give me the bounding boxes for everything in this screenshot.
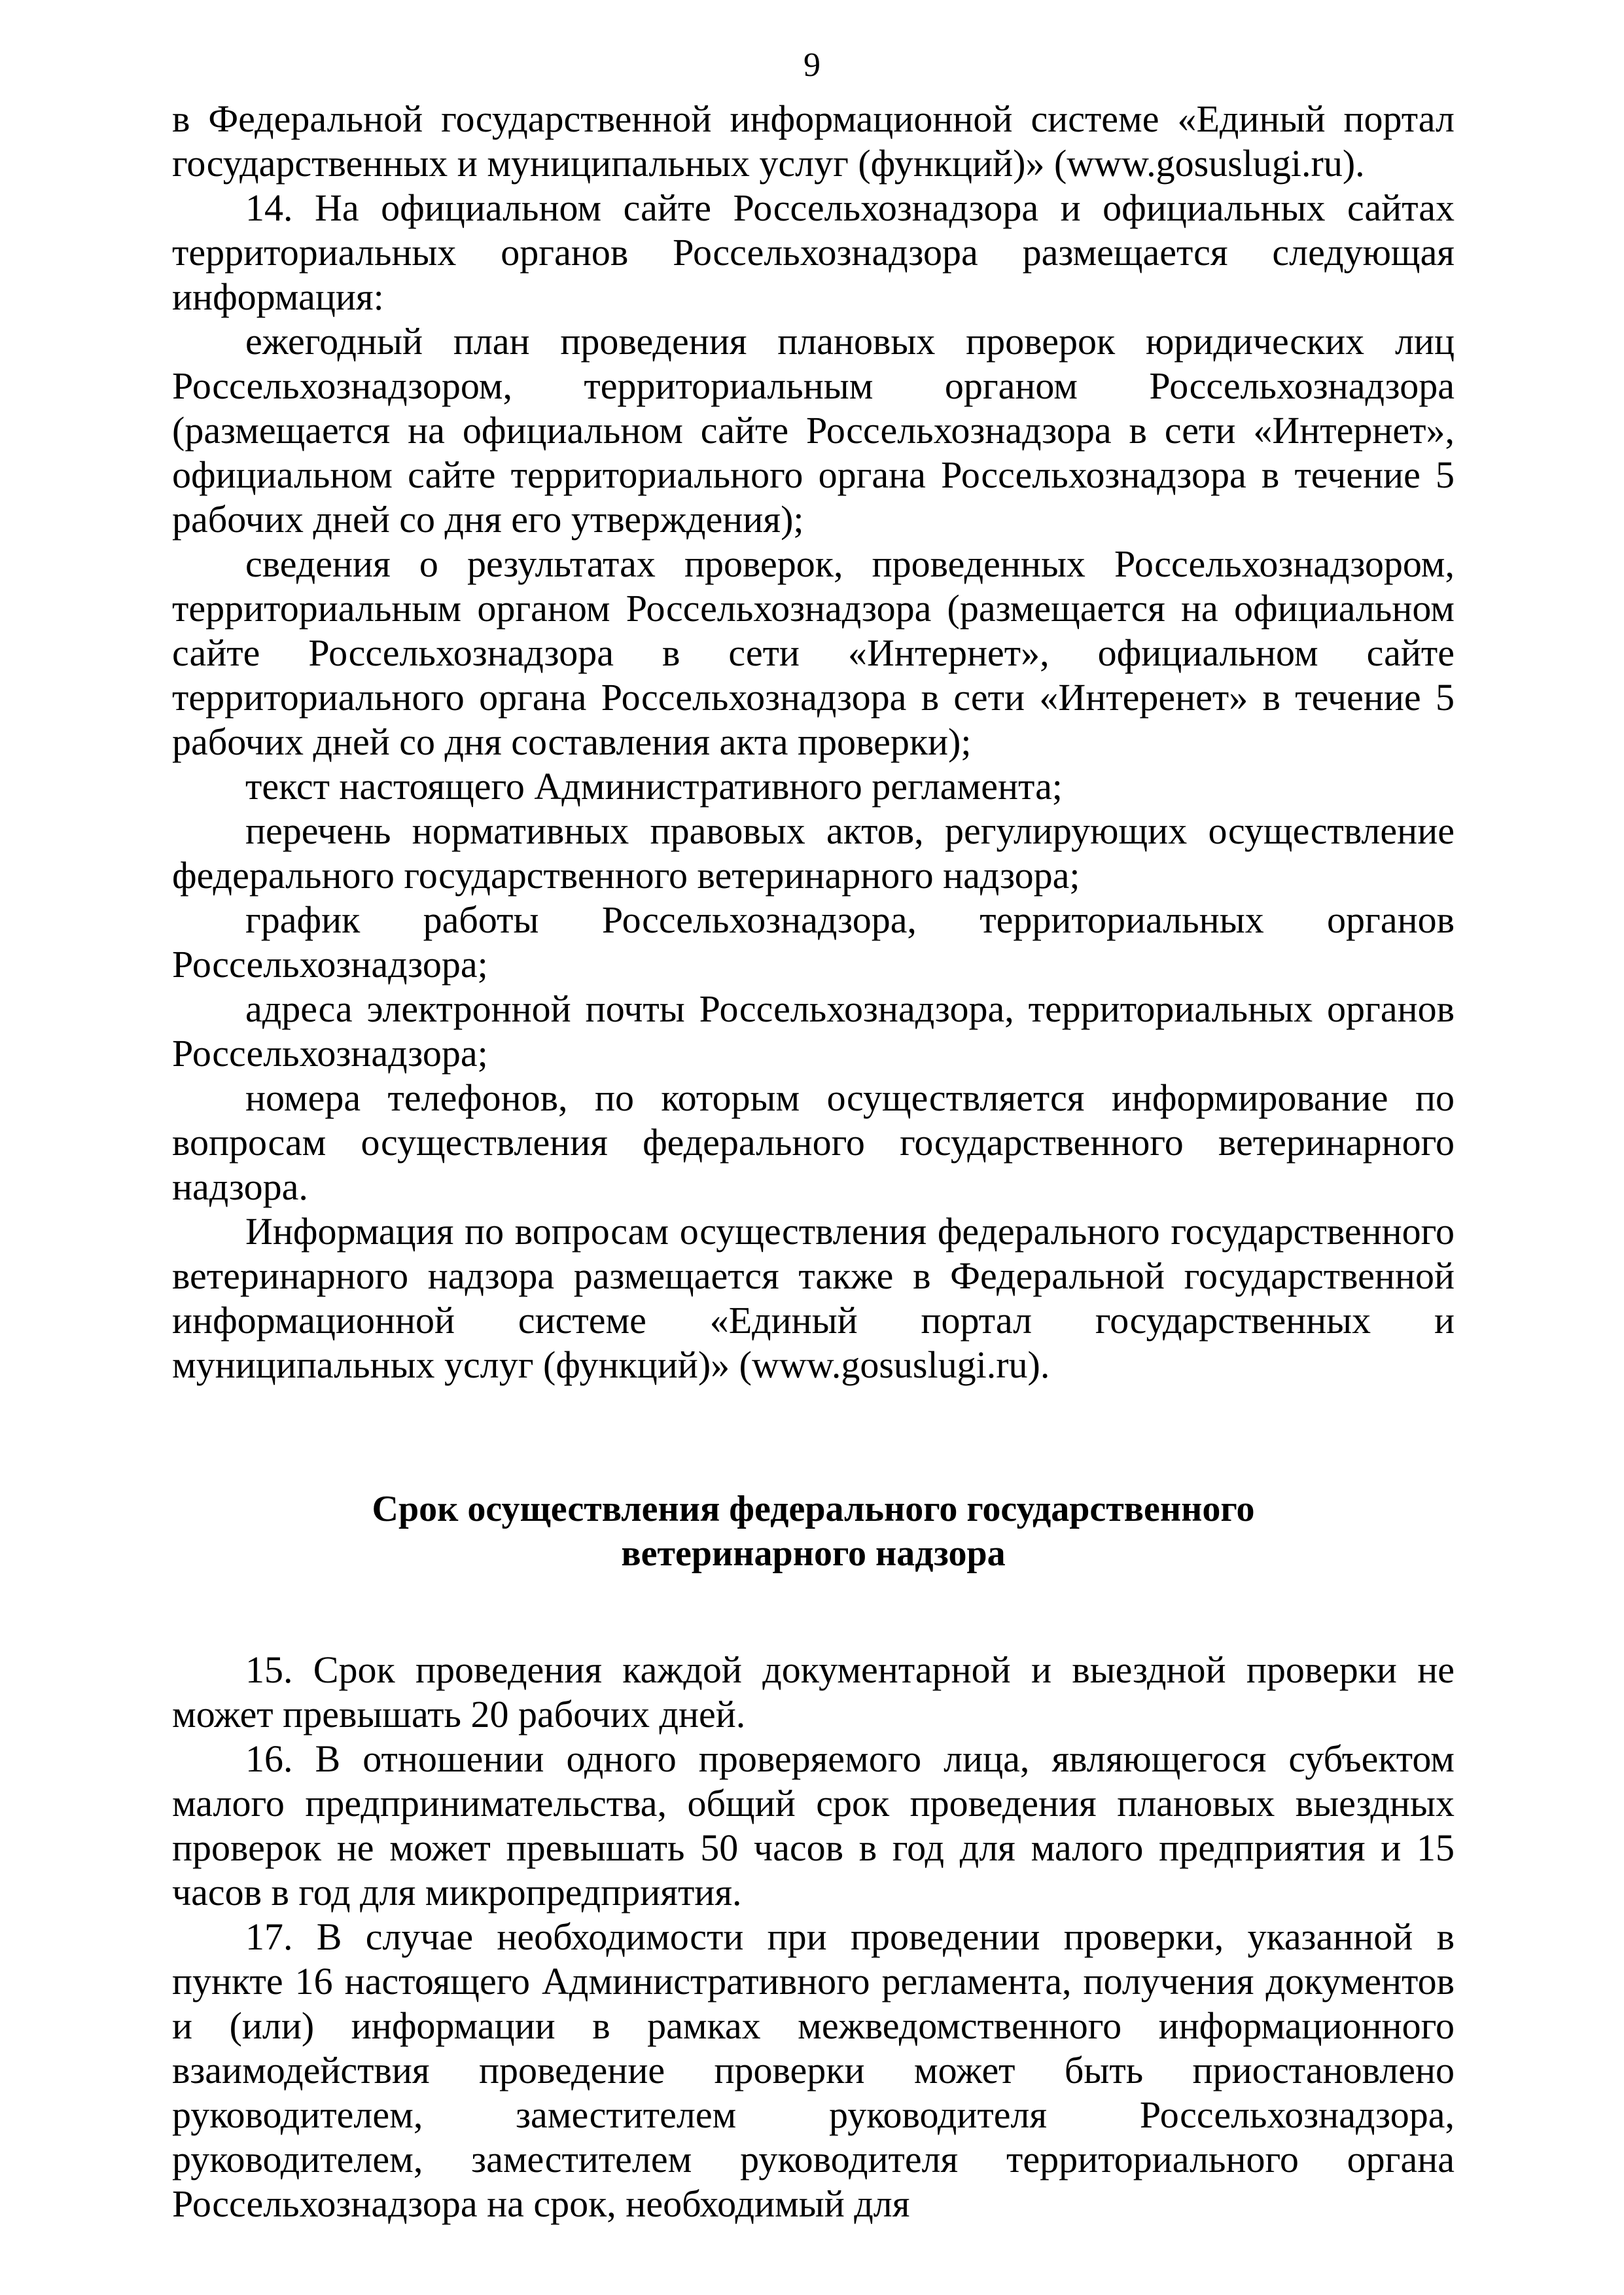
paragraph-intro-continuation: в Федеральной государственной информационной системе «Единый портал государственных и муниципальных услуг (функций)» (www.gosuslugi.ru).	[172, 98, 1455, 185]
paragraph-item-17: 17. В случае необходимости при проведении проверки, указанной в пункте 16 настоящего Административного регламента, получения документов и (или) информации в рамках межведомственного информационного взаимодействия проведение проверки может быть приостановлено руководителем, заместителем руководителя Россельхознадзора, руководителем, заместителем руководителя территориального органа Россельхознадзора на срок, необходимый для	[172, 1915, 1455, 2225]
list-item: перечень нормативных правовых актов, регулирующих осуществление федерального государственного ветеринарного надзора;	[172, 809, 1455, 897]
section-heading-line-2: ветеринарного надзора	[621, 1533, 1006, 1574]
paragraph-item-15: 15. Срок проведения каждой документарной и выездной проверки не может превышать 20 рабочих дней.	[172, 1648, 1455, 1735]
body-text-lower	[172, 1648, 1455, 2226]
list-item: номера телефонов, по которым осуществляется информирование по вопросам осуществления федерального государственного ветеринарного надзора.	[172, 1076, 1455, 1208]
list-item: сведения о результатах проверок, проведенных Россельхознадзором, территориальным органом Россельхознадзора (размещается на официальном сайте Россельхознадзора в сети «Интернет», официальном сайте территориального органа Россельхознадзора в сети «Интеренет» в течение 5 рабочих дней со дня составления акта проверки);	[172, 543, 1455, 763]
section-heading-line-1: Срок осуществления федерального государственного	[372, 1489, 1255, 1529]
paragraph-item-14-closing: Информация по вопросам осуществления федерального государственного ветеринарного надзора размещается также в Федеральной государственной информационной системе «Единый портал государственных и муниципальных услуг (функций)» (www.gosuslugi.ru).	[172, 1210, 1455, 1386]
paragraph-item-14: 14. На официальном сайте Россельхознадзора и официальных сайтах территориальных органов Россельхознадзора размещается следующая информация:	[172, 187, 1455, 318]
body-text-upper	[172, 97, 1455, 1387]
paragraph-item-16: 16. В отношении одного проверяемого лица, являющегося субъектом малого предпринимательства, общий срок проведения плановых выездных проверок не может превышать 50 часов в год для малого предприятия и 15 часов в год для микропредприятия.	[172, 1737, 1455, 1913]
section-heading	[172, 1487, 1455, 1576]
list-item: текст настоящего Административного регламента;	[245, 765, 1063, 808]
list-item: график работы Россельхознадзора, территориальных органов Россельхознадзора;	[172, 898, 1455, 986]
list-item: ежегодный план проведения плановых проверок юридических лиц Россельхознадзором, территориальным органом Россельхознадзора (размещается на официальном сайте Россельхознадзора в сети «Интернет», официальном сайте территориального органа Россельхознадзора в течение 5 рабочих дней со дня его утверждения);	[172, 320, 1455, 541]
list-item: адреса электронной почты Россельхознадзора, территориальных органов Россельхознадзора;	[172, 987, 1455, 1075]
page-number: 9	[803, 46, 821, 84]
